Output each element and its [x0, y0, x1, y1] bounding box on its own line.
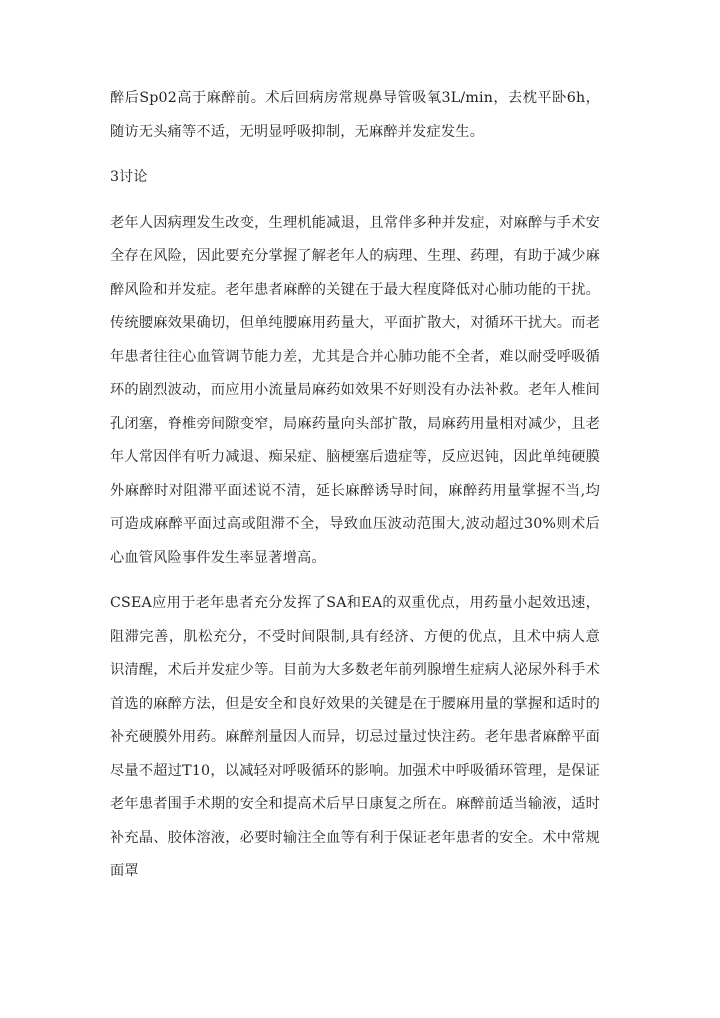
spacer — [110, 149, 600, 161]
paragraph-discussion-csea: CSEA应用于老年患者充分发挥了SA和EA的双重优点，用药量小起效迅速，阻滞完善，肌松充分，不受时间限制,具有经济、方便的优点，且术中病人意识清醒，术后并发症少等。目前为大多数老年前列腺增生症病人泌尿外科手术首选的麻醉方法，但是安全和良好效果的关键是在于腰麻用量的掌握和适时的补充硬膜外用药。麻醉剂量因人而异，切忌过量过快注药。老年患者麻醉平面尽量不超过T10，以减轻对呼吸循环的影响。加强术中呼吸循环管理，是保证老年患者围手术期的安全和提高术后早日康复之所在。麻醉前适当输液，适时补充晶、胶体溶液，必要时输注全血等有利于保证老年患者的安全。术中常规面罩 — [110, 595, 600, 879]
paragraph-results-continued: 醉后Sp02高于麻醉前。术后回病房常规鼻导管吸氧3L/min，去枕平卧6h，随访无头痛等不适，无明显呼吸抑制，无麻醉并发症发生。 — [110, 90, 600, 140]
document-page — [110, 82, 600, 889]
paragraph-discussion-elderly: 老年人因病理发生改变，生理机能减退，且常伴多种并发症，对麻醉与手术安全存在风险，因此要充分掌握了解老年人的病理、生理、药理，有助于减少麻醉风险和并发症。老年患者麻醉的关键在于最大程度降低对心肺功能的干扰。传统腰麻效果确切，但单纯腰麻用药量大，平面扩散大，对循环干扰大。而老年患者往往心血管调节能力差，尤其是合并心肺功能不全者，难以耐受呼吸循环的剧烈波动，而应用小流量局麻药如效果不好则没有办法补救。老年人椎间孔闭塞，脊椎旁间隙变窄，局麻药量向头部扩散，局麻药用量相对减少，且老年人常因伴有听力减退、痴呆症、脑梗塞后遗症等，反应迟钝，因此单纯硬膜外麻醉时对阻滞平面述说不清，延长麻醉诱导时间，麻醉药用量掌握不当,均可造成麻醉平面过高或阻滞不全，导致血压波动范围大,波动超过30%则术后心血管风险事件发生率显著增高。 — [110, 214, 600, 566]
spacer — [110, 575, 600, 587]
section-heading-discussion: 3讨论 — [110, 169, 148, 185]
spacer — [110, 195, 600, 207]
